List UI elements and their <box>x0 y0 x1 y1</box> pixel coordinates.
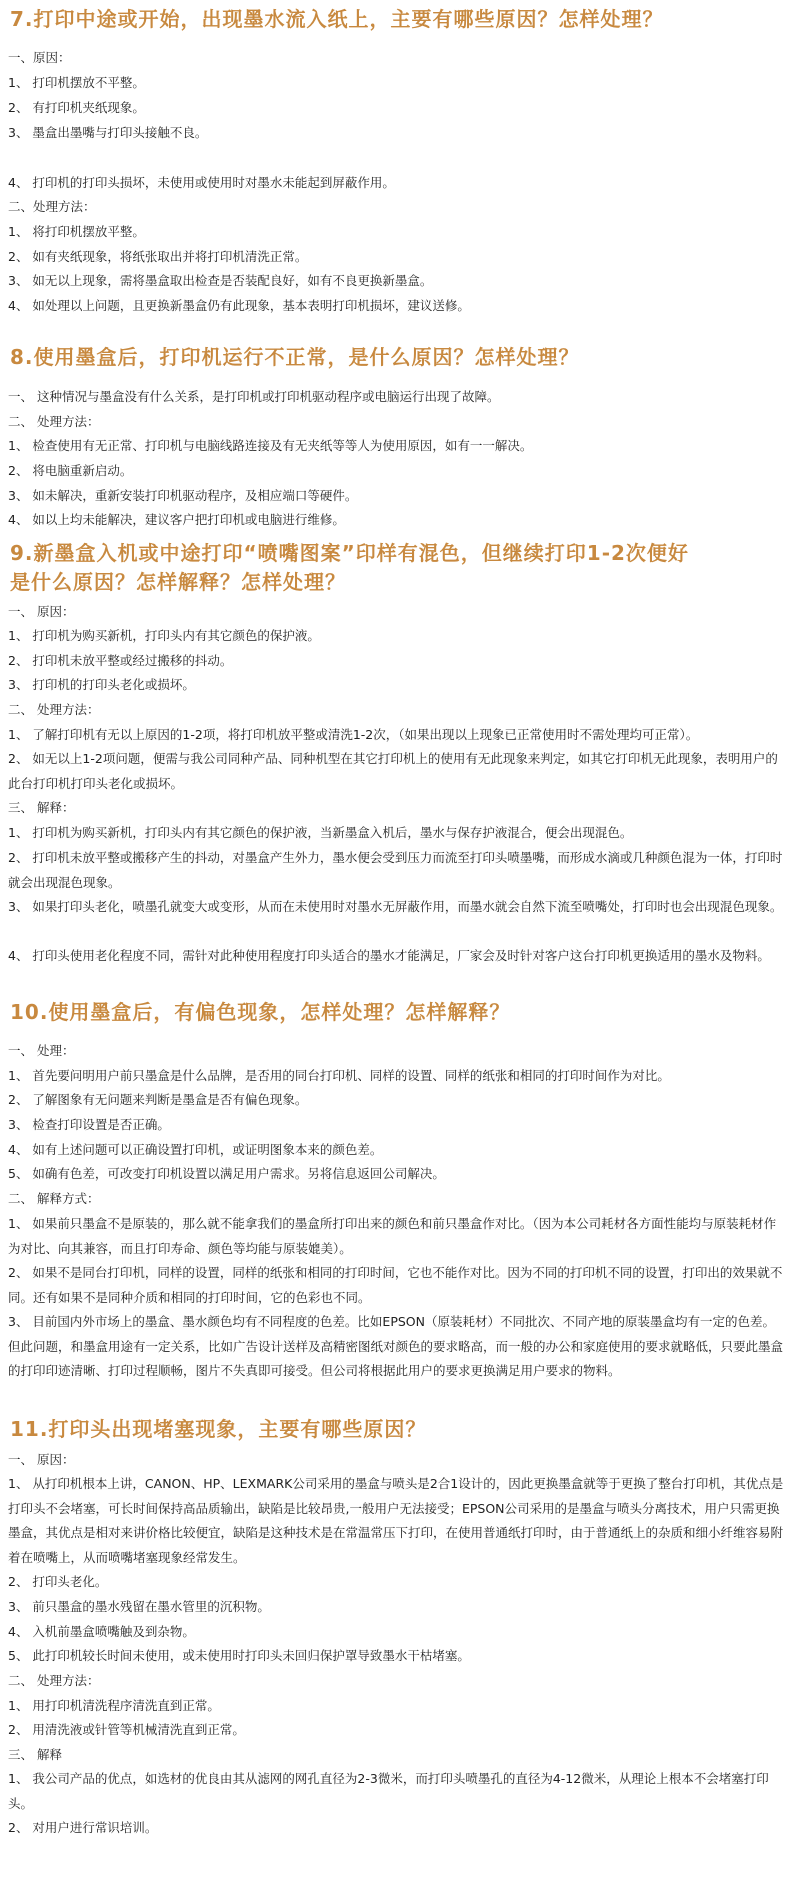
text-line: 二、 处理方法： <box>8 414 100 429</box>
text-line: 1、 检查使用有无正常、打印机与电脑线路连接及有无夹纸等等人为使用原因，如有一一解决。 <box>8 438 533 453</box>
text-line: 2、 打印机未放平整或经过搬移的抖动。 <box>8 653 233 668</box>
section-heading: 10.使用墨盒后，有偏色现象，怎样处理？怎样解释？ <box>10 1000 511 1024</box>
text-line: 1、 了解打印机有无以上原因的1-2项，将打印机放平整或清洗1-2次，（如果出现以上现象已正常使用时不需处理均可正常）。 <box>8 727 699 742</box>
text-line: 3、 如果打印头老化，喷墨孔就变大或变形，从而在未使用时对墨水无屏蔽作用，而墨水就会自然下流至喷嘴处，打印时也会出现混色现象。 <box>8 899 783 914</box>
text-line: 2、 有打印机夹纸现象。 <box>8 100 145 115</box>
section-heading: 8.使用墨盒后，打印机运行不正常，是什么原因？怎样处理？ <box>10 345 580 369</box>
section-heading: 11.打印头出现堵塞现象，主要有哪些原因？ <box>10 1417 427 1441</box>
text-line: 3、 如无以上现象，需将墨盒取出检查是否装配良好，如有不良更换新墨盒。 <box>8 273 433 288</box>
text-line: 4、 如有上述问题可以正确设置打印机，或证明图象本来的颜色差。 <box>8 1142 383 1157</box>
text-line: 1、 打印机摆放不平整。 <box>8 75 145 90</box>
text-line: 3、 目前国内外市场上的墨盒、墨水颜色均有不同程度的色差。比如EPSON（原装耗材）不同批次、不同产地的原装墨盒均有一定的色差。但此问题，和墨盒用途有一定关系，比如广告设计送样及高精密图纸对颜色的要求略高，而一般的办公和家庭使用的要求就略低，只要此墨盒的打印印迹清晰、打印过程顺畅，图片不失真即可接受。但公司将根据此用户的要求更换满足用户要求的物料。 <box>8 1314 784 1378</box>
section-heading: 7.打印中途或开始，出现墨水流入纸上，主要有哪些原因？怎样处理？ <box>10 7 664 31</box>
text-line: 一、 原因： <box>8 604 75 619</box>
section-heading: 9.新墨盒入机或中途打印“喷嘴图案”印样有混色，但继续打印1-2次便好 是什么原因？怎样解释？怎样处理？ <box>10 541 689 594</box>
text-line: 5、 如确有色差，可改变打印机设置以满足用户需求。另将信息返回公司解决。 <box>8 1166 445 1181</box>
text-line: 4、 如以上均未能解决，建议客户把打印机或电脑进行维修。 <box>8 512 345 527</box>
text-line: 1、 打印机为购买新机，打印头内有其它颜色的保护液。 <box>8 628 320 643</box>
text-line: 2、 对用户进行常识培训。 <box>8 1820 158 1835</box>
text-line: 4、 打印机的打印头损坏，未使用或使用时对墨水未能起到屏蔽作用。 <box>8 175 395 190</box>
text-line: 4、 入机前墨盒喷嘴触及到杂物。 <box>8 1624 195 1639</box>
text-line: 二、 解释方式： <box>8 1191 100 1206</box>
text-line: 1、 打印机为购买新机，打印头内有其它颜色的保护液，当新墨盒入机后，墨水与保存护液混合，便会出现混色。 <box>8 825 633 840</box>
text-line: 2、 了解图象有无问题来判断是墨盒是否有偏色现象。 <box>8 1092 308 1107</box>
text-line: 二、 处理方法： <box>8 1673 100 1688</box>
text-line: 1、 首先要问明用户前只墨盒是什么品牌，是否用的同台打印机、同样的设置、同样的纸张和相同的打印时间作为对比。 <box>8 1068 670 1083</box>
text-line: 2、 如果不是同台打印机，同样的设置，同样的纸张和相同的打印时间，它也不能作对比。因为不同的打印机不同的设置，打印出的效果就不同。还有如果不是同种介质和相同的打印时间，它的色彩也不同。 <box>8 1265 783 1305</box>
text-line: 三、 解释 <box>8 1747 62 1762</box>
text-line: 2、 如无以上1-2项问题，便需与我公司同种产品、同种机型在其它打印机上的使用有无此现象来判定，如其它打印机无此现象，表明用户的此台打印机打印头老化或损坏。 <box>8 751 778 791</box>
text-line: 1、 从打印机根本上讲，CANON、HP、LEXMARK公司采用的墨盒与喷头是2合1设计的，因此更换墨盒就等于更换了整台打印机，其优点是打印头不会堵塞，可长时间保持高品质输出，缺陷是比较昂贵,一般用户无法接受；EPSON公司采用的是墨盒与喷头分离技术，用户只需更换墨盒，其优点是相对来讲价格比较便宜，缺陷是这种技术是在常温常压下打印，在使用普通纸打印时，由于普通纸上的杂质和细小纤维容易附着在喷嘴上，从而喷嘴堵塞现象经常发生。 <box>8 1476 784 1565</box>
text-line: 1、 如果前只墨盒不是原装的，那么就不能拿我们的墨盒所打印出来的颜色和前只墨盒作对比。（因为本公司耗材各方面性能均与原装耗材作为对比、向其兼容，而且打印寿命、颜色等均能与原装媲美）。 <box>8 1216 777 1256</box>
text-line: 一、原因： <box>8 50 71 65</box>
text-line: 3、 如未解决，重新安装打印机驱动程序，及相应端口等硬件。 <box>8 488 358 503</box>
text-line: 4、 打印头使用老化程度不同，需针对此种使用程度打印头适合的墨水才能满足，厂家会及时针对客户这台打印机更换适用的墨水及物料。 <box>8 948 770 963</box>
text-line: 三、 解释： <box>8 800 75 815</box>
text-line: 一、 这种情况与墨盒没有什么关系，是打印机或打印机驱动程序或电脑运行出现了故障。 <box>8 389 500 404</box>
text-line: 3、 墨盒出墨嘴与打印头接触不良。 <box>8 125 208 140</box>
text-line: 3、 检查打印设置是否正确。 <box>8 1117 170 1132</box>
text-line: 2、 用清洗液或针管等机械清洗直到正常。 <box>8 1722 245 1737</box>
text-line: 1、 用打印机清洗程序清洗直到正常。 <box>8 1698 220 1713</box>
text-line: 5、 此打印机较长时间未使用，或未使用时打印头未回归保护罩导致墨水干枯堵塞。 <box>8 1648 470 1663</box>
text-line: 一、 原因： <box>8 1452 75 1467</box>
text-line: 3、 前只墨盒的墨水残留在墨水管里的沉积物。 <box>8 1599 270 1614</box>
text-line: 1、 我公司产品的优点，如选材的优良由其从滤网的网孔直径为2-3微米，而打印头喷墨孔的直径为4-12微米，从理论上根本不会堵塞打印头。 <box>8 1771 769 1811</box>
text-line: 1、 将打印机摆放平整。 <box>8 224 145 239</box>
text-line: 二、处理方法： <box>8 199 96 214</box>
text-line: 4、 如处理以上问题，且更换新墨盒仍有此现象，基本表明打印机损坏，建议送修。 <box>8 298 470 313</box>
text-line: 一、 处理： <box>8 1043 75 1058</box>
text-line: 2、 打印头老化。 <box>8 1574 108 1589</box>
text-line: 2、 将电脑重新启动。 <box>8 463 133 478</box>
text-line: 二、 处理方法： <box>8 702 100 717</box>
text-line: 3、 打印机的打印头老化或损坏。 <box>8 677 195 692</box>
text-line: 2、 如有夹纸现象，将纸张取出并将打印机清洗正常。 <box>8 249 308 264</box>
text-line: 2、 打印机未放平整或搬移产生的抖动，对墨盒产生外力，墨水便会受到压力而流至打印头喷墨嘴，而形成水滴或几种颜色混为一体，打印时就会出现混色现象。 <box>8 850 783 890</box>
